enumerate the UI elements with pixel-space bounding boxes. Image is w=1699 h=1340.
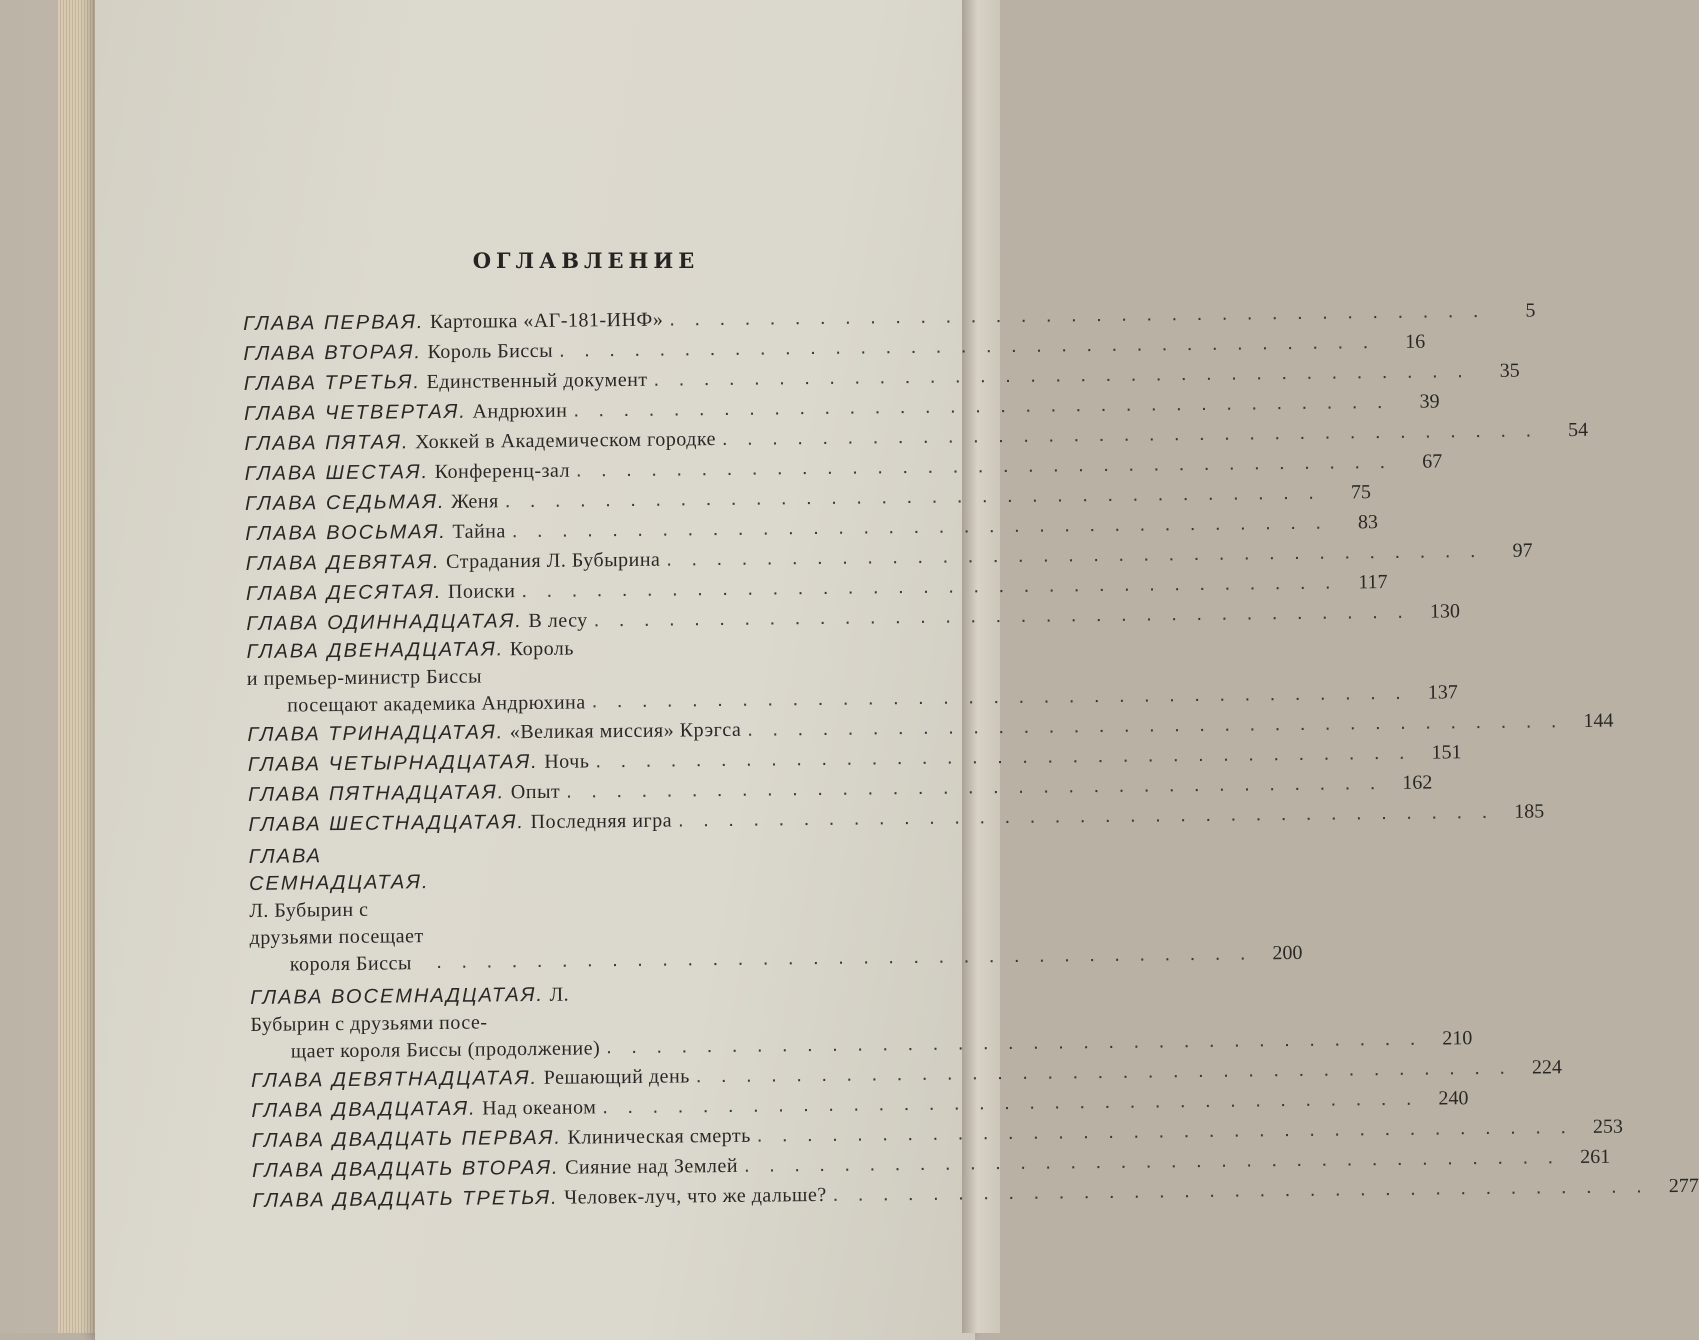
page-number: 5 bbox=[1525, 299, 1536, 322]
toc-entry-text bbox=[252, 1180, 827, 1216]
chapter-label: ГЛАВА ДЕСЯТАЯ. bbox=[245, 580, 443, 605]
leader-dots: . . . . . . . . . . . . . . . . . . . . . . . . . . . . . . . . . bbox=[721, 419, 1539, 450]
toc-entry-text bbox=[244, 396, 568, 429]
page-number: 83 bbox=[1357, 511, 1379, 534]
chapter-label: ГЛАВА ДВАДЦАТЬ ВТОРАЯ. bbox=[251, 1156, 560, 1182]
toc-entry-text bbox=[244, 424, 716, 459]
chapter-label: ГЛАВА ВОСЬМАЯ. bbox=[245, 520, 447, 545]
page-number: 240 bbox=[1438, 1087, 1469, 1110]
leader-dots: . . . . . . . . . . . . . . . . . . . . . . . . . . . . . . . . . bbox=[695, 1056, 1513, 1088]
chapter-label: ГЛАВА СЕМНАДЦАТАЯ. bbox=[248, 845, 430, 895]
chapter-title: Клиническая смерть bbox=[567, 1124, 751, 1149]
leader-dots: . . . . . . . . . . . . . . . . . . . . . . . . . . . . . . . . . bbox=[504, 481, 1322, 513]
leader-dots: . . . . . . . . . . . . . . . . . . . . . . . . . . . . . . . . . bbox=[566, 772, 1383, 803]
chapter-title: Человек-луч, что же дальше? bbox=[564, 1183, 827, 1209]
leader-dots: . . . . . . . . . . . . . . . . . . . . . . . . . . . . . . . . . bbox=[677, 800, 1495, 832]
toc-entry bbox=[248, 836, 1303, 978]
chapter-title: Л. Бубырин с друзьями посещает bbox=[249, 898, 424, 949]
chapter-title: Картошка «АГ-181-ИНФ» bbox=[429, 308, 664, 334]
toc-entry-text bbox=[248, 806, 672, 840]
leader-dots: . . . . . . . . . . . . . . . . . . . . . . . . . . . . . . . . . bbox=[653, 360, 1470, 391]
chapter-label: ГЛАВА ТРИНАДЦАТАЯ. bbox=[247, 721, 505, 746]
chapter-label: ГЛАВА ПЕРВАЯ. bbox=[243, 311, 425, 335]
page-number: 39 bbox=[1419, 390, 1440, 413]
page-number: 16 bbox=[1405, 330, 1426, 353]
page-number: 144 bbox=[1583, 709, 1614, 732]
toc-entry-text bbox=[249, 842, 431, 979]
page-number: 261 bbox=[1580, 1145, 1611, 1169]
page-number: 210 bbox=[1442, 1027, 1473, 1050]
table-of-contents bbox=[243, 299, 1699, 1216]
chapter-label: ГЛАВА ДВАДЦАТЬ ПЕРВАЯ. bbox=[251, 1126, 563, 1152]
toc-entry-text bbox=[248, 746, 590, 780]
toc-entry-text bbox=[250, 981, 600, 1066]
toc-entry-text bbox=[246, 635, 585, 720]
chapter-title: Хоккей в Академическом городке bbox=[414, 428, 717, 454]
leader-dots: . . . . . . . . . . . . . . . . . . . . . . . . . . . . . . . . . bbox=[521, 571, 1338, 603]
chapter-label: ГЛАВА ДВЕНАДЦАТАЯ. bbox=[246, 638, 505, 663]
leader-dots: . . . . . . . . . . . . . . . . . . . . . . . . . . . . . . . . . bbox=[595, 741, 1412, 773]
chapter-label: ГЛАВА ДЕВЯТНАДЦАТАЯ. bbox=[250, 1066, 539, 1092]
leader-dots: . . . . . . . . . . . . . . . . . . . . . . . . . . . . . . . . . bbox=[666, 540, 1483, 571]
chapter-label: ГЛАВА ДВАДЦАТАЯ. bbox=[251, 1097, 477, 1122]
chapter-title: Тайна bbox=[452, 520, 506, 543]
chapter-label: ГЛАВА ШЕСТНАДЦАТАЯ. bbox=[248, 811, 526, 836]
leader-dots: . . . . . . . . . . . . . . . . . . . . . . . . . . . . . . . . . bbox=[606, 1027, 1423, 1059]
leader-dots: . . . . . . . . . . . . . . . . . . . . . . . . . . . . . . . . . bbox=[436, 942, 1253, 974]
chapter-label: ГЛАВА ЧЕТВЕРТАЯ. bbox=[243, 400, 468, 425]
chapter-label: ГЛАВА ДВАДЦАТЬ ТРЕТЬЯ. bbox=[252, 1186, 559, 1212]
chapter-title: Король Биссы bbox=[427, 339, 554, 364]
chapter-title: Страдания Л. Бубырина bbox=[445, 548, 661, 573]
page-number: 97 bbox=[1512, 539, 1533, 562]
leader-dots: . . . . . . . . . . . . . . . . . . . . . . . . . . . . . . . . . bbox=[575, 450, 1393, 482]
page-number: 185 bbox=[1514, 800, 1545, 823]
chapter-label: ГЛАВА ШЕСТАЯ. bbox=[244, 461, 430, 485]
leader-dots: . . . . . . . . . . . . . . . . . . . . . . . . . . . . . . . . . bbox=[747, 710, 1564, 741]
chapter-title: Женя bbox=[450, 490, 499, 513]
leader-dots: . . . . . . . . . . . . . . . . . . . . . . . . . . . . . . . . . bbox=[573, 390, 1390, 422]
leader-dots: . . . . . . . . . . . . . . . . . . . . . . . . . . . . . . . . . bbox=[602, 1087, 1419, 1119]
chapter-title: Л. Бубырин с друзьями посе- bbox=[250, 983, 570, 1036]
chapter-title: Последняя игра bbox=[530, 809, 673, 834]
page-number: 277 bbox=[1668, 1174, 1699, 1198]
chapter-title: Поиски bbox=[447, 580, 516, 603]
page-number: 35 bbox=[1499, 359, 1520, 382]
chapter-title: Андрюхин bbox=[472, 399, 568, 423]
chapter-label: ГЛАВА ТРЕТЬЯ. bbox=[243, 371, 422, 395]
chapter-title: Сияние над Землей bbox=[565, 1154, 739, 1179]
chapter-title: Над океаном bbox=[482, 1096, 597, 1120]
chapter-title: Решающий день bbox=[543, 1065, 690, 1089]
toc-entry-text bbox=[246, 605, 588, 639]
page-number: 117 bbox=[1358, 571, 1388, 594]
page-number: 54 bbox=[1568, 418, 1589, 442]
chapter-label: ГЛАВА ОДИННАДЦАТАЯ. bbox=[246, 610, 523, 635]
chapter-label: ГЛАВА ДЕВЯТАЯ. bbox=[245, 550, 441, 575]
leader-dots: . . . . . . . . . . . . . . . . . . . . . . . . . . . . . . . . . bbox=[669, 299, 1486, 331]
chapter-title: Конференц-зал bbox=[434, 459, 571, 484]
toc-entry-text bbox=[245, 516, 506, 549]
page-number: 224 bbox=[1531, 1056, 1563, 1079]
toc-entry bbox=[248, 800, 1545, 839]
page-number: 130 bbox=[1429, 600, 1461, 623]
page-number: 151 bbox=[1431, 741, 1462, 764]
chapter-title: «Великая миссия» Крэгса bbox=[509, 718, 742, 744]
chapter-label: ГЛАВА ПЯТАЯ. bbox=[244, 431, 410, 455]
leader-dots: . . . . . . . . . . . . . . . . . . . . . . . . . . . . . . . . . bbox=[591, 681, 1408, 713]
leader-dots: . . . . . . . . . . . . . . . . . . . . . . . . . . . . . . . . . bbox=[743, 1146, 1561, 1177]
toc-entry-text bbox=[246, 545, 661, 579]
page-number: 137 bbox=[1427, 681, 1458, 704]
toc-entry-text bbox=[243, 336, 553, 369]
leader-dots: . . . . . . . . . . . . . . . . . . . . . . . . . . . . . . . . . bbox=[593, 600, 1411, 632]
page-number: 253 bbox=[1592, 1115, 1624, 1138]
page-number: 162 bbox=[1402, 771, 1433, 794]
page-number: 200 bbox=[1272, 941, 1303, 965]
toc-entry-text bbox=[244, 365, 648, 399]
toc-heading: ОГЛАВЛЕНИЕ bbox=[472, 248, 700, 273]
chapter-label: ГЛАВА ВТОРАЯ. bbox=[243, 341, 423, 365]
leader-dots: . . . . . . . . . . . . . . . . . . . . . . . . . . . . . . . . . bbox=[511, 511, 1329, 543]
toc-entry-text bbox=[245, 456, 571, 489]
toc-entry bbox=[246, 631, 1458, 719]
leader-dots: . . . . . . . . . . . . . . . . . . . . . . . . . . . . . . . . . bbox=[756, 1116, 1574, 1147]
toc-entry-text bbox=[248, 777, 560, 810]
chapter-title-continued: короля Биссы bbox=[289, 952, 412, 976]
chapter-title: Опыт bbox=[510, 780, 561, 804]
chapter-title: Единственный документ bbox=[426, 368, 648, 394]
toc-entry bbox=[250, 977, 1473, 1065]
chapter-label: ГЛАВА ЧЕТЫРНАДЦАТАЯ. bbox=[247, 750, 539, 776]
toc-entry-text bbox=[245, 486, 499, 519]
chapter-title: Ночь bbox=[544, 750, 590, 773]
page-number: 67 bbox=[1422, 450, 1443, 473]
chapter-label: ГЛАВА СЕДЬМАЯ. bbox=[244, 490, 446, 515]
toc-entry-text bbox=[243, 305, 663, 339]
chapter-label: ГЛАВА ПЯТНАДЦАТАЯ. bbox=[247, 781, 506, 806]
chapter-label: ГЛАВА ВОСЕМНАДЦАТАЯ. bbox=[250, 983, 545, 1009]
leader-dots: . . . . . . . . . . . . . . . . . . . . . . . . . . . . . . . . . bbox=[832, 1175, 1649, 1206]
leader-dots: . . . . . . . . . . . . . . . . . . . . . . . . . . . . . . . . . bbox=[558, 331, 1376, 362]
toc-entry-text bbox=[251, 1092, 596, 1126]
chapter-title-continued: посещают академика Андрюхина bbox=[287, 691, 586, 717]
chapter-title-continued: щает короля Биссы (продолжение) bbox=[290, 1037, 601, 1063]
toc-entry-text bbox=[246, 576, 516, 609]
chapter-title: В лесу bbox=[528, 609, 588, 633]
toc-entry-text bbox=[251, 1061, 690, 1096]
chapter-title: Король и премьер-министр Биссы bbox=[246, 637, 575, 690]
page-number: 75 bbox=[1350, 481, 1372, 504]
